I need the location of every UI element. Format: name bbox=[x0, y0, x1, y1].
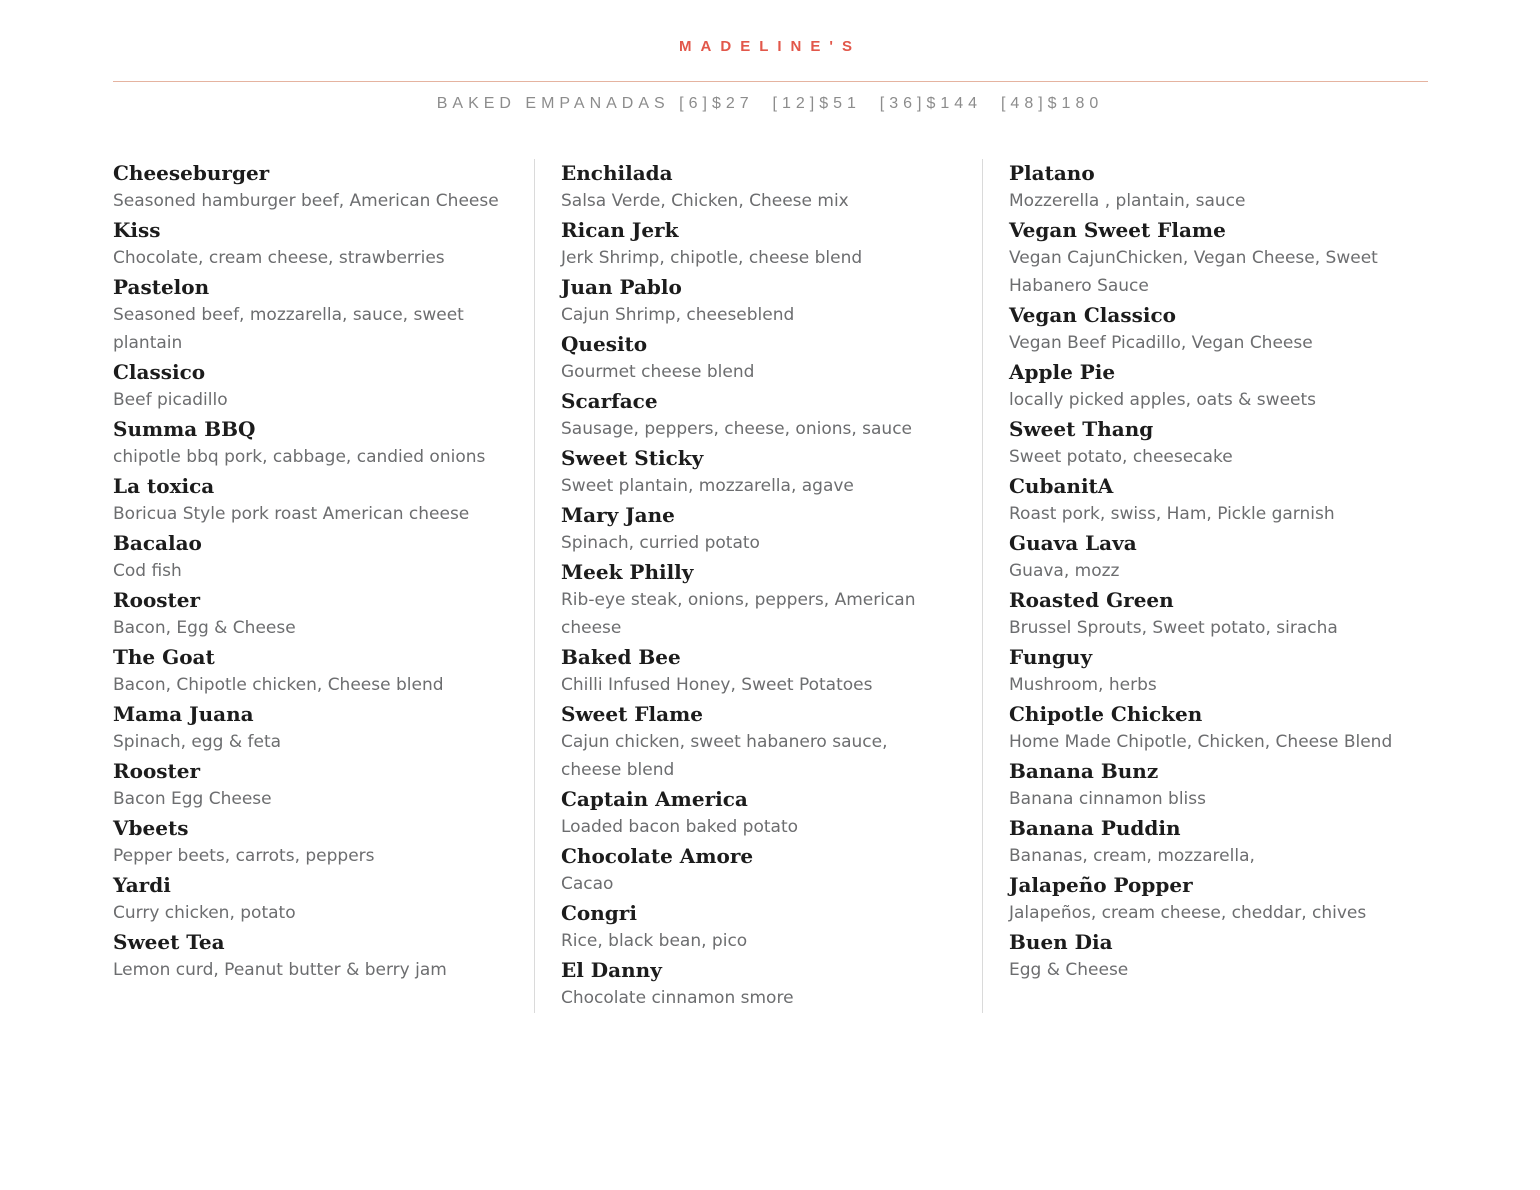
item-name: El Danny bbox=[561, 958, 662, 982]
menu-item bbox=[113, 159, 504, 215]
menu-item bbox=[1009, 928, 1400, 984]
menu-column bbox=[982, 159, 1430, 1013]
menu-item bbox=[113, 586, 504, 642]
item-desc: chipotle bbq pork, cabbage, candied onions bbox=[113, 447, 486, 467]
menu-item bbox=[561, 785, 952, 841]
item-desc: Sweet plantain, mozzarella, agave bbox=[561, 476, 854, 496]
menu-item bbox=[1009, 871, 1400, 927]
item-desc: Vegan Beef Picadillo, Vegan Cheese bbox=[1009, 333, 1313, 353]
item-name: Rooster bbox=[113, 759, 201, 783]
menu-item bbox=[561, 330, 952, 386]
item-desc: Jalapeños, cream cheese, cheddar, chives bbox=[1009, 903, 1367, 923]
item-desc: Chocolate, cream cheese, strawberries bbox=[113, 248, 445, 268]
restaurant-name: MADELINE'S bbox=[679, 38, 861, 55]
item-name: Buen Dia bbox=[1009, 930, 1113, 954]
menu-item bbox=[1009, 159, 1400, 215]
menu-item bbox=[1009, 301, 1400, 357]
item-name: Quesito bbox=[561, 332, 648, 356]
item-name: Mama Juana bbox=[113, 702, 254, 726]
menu-item bbox=[561, 273, 952, 329]
item-desc: Rib-eye steak, onions, peppers, American cheese bbox=[561, 590, 916, 638]
menu-item bbox=[113, 415, 504, 471]
item-name: Yardi bbox=[113, 873, 171, 897]
item-name: Sweet Flame bbox=[561, 702, 703, 726]
item-desc: Vegan CajunChicken, Vegan Cheese, Sweet Habanero Sauce bbox=[1009, 248, 1378, 296]
item-desc: Bananas, cream, mozzarella, bbox=[1009, 846, 1255, 866]
menu-item bbox=[561, 700, 952, 784]
item-desc: Cacao bbox=[561, 874, 614, 894]
menu-item bbox=[113, 472, 504, 528]
item-name: Roasted Green bbox=[1009, 588, 1174, 612]
menu-item bbox=[561, 216, 952, 272]
item-desc: Jerk Shrimp, chipotle, cheese blend bbox=[561, 248, 863, 268]
item-desc: Mushroom, herbs bbox=[1009, 675, 1157, 695]
menu-item bbox=[113, 273, 504, 357]
menu-item bbox=[113, 871, 504, 927]
item-desc: Roast pork, swiss, Ham, Pickle garnish bbox=[1009, 504, 1335, 524]
item-desc: Chocolate cinnamon smore bbox=[561, 988, 794, 1008]
item-desc: Home Made Chipotle, Chicken, Cheese Blend bbox=[1009, 732, 1393, 752]
item-desc: Cajun Shrimp, cheeseblend bbox=[561, 305, 795, 325]
item-desc: Cajun chicken, sweet habanero sauce, cheese blend bbox=[561, 732, 888, 780]
item-desc: Beef picadillo bbox=[113, 390, 228, 410]
menu-item bbox=[561, 956, 952, 1012]
item-desc: Mozzerella , plantain, sauce bbox=[1009, 191, 1246, 211]
menu-item bbox=[113, 814, 504, 870]
item-name: Enchilada bbox=[561, 161, 673, 185]
item-name: Banana Puddin bbox=[1009, 816, 1181, 840]
item-desc: Cod fish bbox=[113, 561, 182, 581]
item-desc: locally picked apples, oats & sweets bbox=[1009, 390, 1317, 410]
item-desc: Curry chicken, potato bbox=[113, 903, 296, 923]
item-desc: Bacon, Chipotle chicken, Cheese blend bbox=[113, 675, 444, 695]
item-desc: Seasoned beef, mozzarella, sauce, sweet plantain bbox=[113, 305, 464, 353]
item-name: The Goat bbox=[113, 645, 215, 669]
menu-item bbox=[1009, 814, 1400, 870]
item-name: Chipotle Chicken bbox=[1009, 702, 1203, 726]
menu-item bbox=[113, 643, 504, 699]
item-desc: Egg & Cheese bbox=[1009, 960, 1129, 980]
item-name: Congri bbox=[561, 901, 637, 925]
item-desc: Bacon, Egg & Cheese bbox=[113, 618, 296, 638]
menu-item bbox=[1009, 358, 1400, 414]
item-name: Vbeets bbox=[113, 816, 189, 840]
item-name: Sweet Tea bbox=[113, 930, 225, 954]
item-name: Chocolate Amore bbox=[561, 844, 754, 868]
item-name: Juan Pablo bbox=[561, 275, 682, 299]
item-desc: Guava, mozz bbox=[1009, 561, 1120, 581]
item-name: Classico bbox=[113, 360, 206, 384]
item-name: Sweet Thang bbox=[1009, 417, 1154, 441]
menu-item bbox=[561, 899, 952, 955]
item-name: Mary Jane bbox=[561, 503, 675, 527]
menu-columns bbox=[113, 159, 1430, 1013]
item-desc: Loaded bacon baked potato bbox=[561, 817, 799, 837]
menu-item bbox=[1009, 529, 1400, 585]
menu-item bbox=[561, 387, 952, 443]
item-name: Rooster bbox=[113, 588, 201, 612]
item-desc: Lemon curd, Peanut butter & berry jam bbox=[113, 960, 447, 980]
item-desc: Rice, black bean, pico bbox=[561, 931, 748, 951]
menu-item bbox=[561, 501, 952, 557]
menu-item bbox=[113, 216, 504, 272]
item-desc: Boricua Style pork roast American cheese bbox=[113, 504, 470, 524]
menu-item bbox=[561, 558, 952, 642]
item-desc: Pepper beets, carrots, peppers bbox=[113, 846, 375, 866]
item-name: Kiss bbox=[113, 218, 161, 242]
item-name: Pastelon bbox=[113, 275, 210, 299]
menu-item bbox=[561, 159, 952, 215]
item-desc: Sweet potato, cheesecake bbox=[1009, 447, 1233, 467]
item-desc: Brussel Sprouts, Sweet potato, siracha bbox=[1009, 618, 1338, 638]
item-name: Vegan Sweet Flame bbox=[1009, 218, 1226, 242]
menu-item bbox=[113, 757, 504, 813]
item-name: Apple Pie bbox=[1009, 360, 1116, 384]
item-name: Baked Bee bbox=[561, 645, 681, 669]
header-divider bbox=[113, 81, 1428, 82]
item-name: Platano bbox=[1009, 161, 1095, 185]
item-name: Cheeseburger bbox=[113, 161, 270, 185]
menu-item bbox=[561, 842, 952, 898]
item-desc: Banana cinnamon bliss bbox=[1009, 789, 1206, 809]
item-name: Vegan Classico bbox=[1009, 303, 1176, 327]
menu-item bbox=[113, 358, 504, 414]
item-name: Bacalao bbox=[113, 531, 202, 555]
item-desc: Chilli Infused Honey, Sweet Potatoes bbox=[561, 675, 873, 695]
item-desc: Gourmet cheese blend bbox=[561, 362, 755, 382]
menu-item bbox=[113, 928, 504, 984]
item-name: Meek Philly bbox=[561, 560, 694, 584]
menu-section-title: BAKED EMPANADAS [6]$27 [12]$51 [36]$144 [48]$180 bbox=[436, 95, 1104, 112]
item-name: CubanitA bbox=[1009, 474, 1114, 498]
item-name: Funguy bbox=[1009, 645, 1093, 669]
item-desc: Salsa Verde, Chicken, Cheese mix bbox=[561, 191, 849, 211]
item-name: Scarface bbox=[561, 389, 658, 413]
menu-item bbox=[113, 700, 504, 756]
item-name: Rican Jerk bbox=[561, 218, 679, 242]
menu-item bbox=[1009, 700, 1400, 756]
item-desc: Seasoned hamburger beef, American Cheese bbox=[113, 191, 499, 211]
menu-item bbox=[561, 643, 952, 699]
item-name: Sweet Sticky bbox=[561, 446, 704, 470]
item-desc: Spinach, curried potato bbox=[561, 533, 760, 553]
item-name: Banana Bunz bbox=[1009, 759, 1159, 783]
menu-item bbox=[113, 529, 504, 585]
item-name: La toxica bbox=[113, 474, 215, 498]
menu-item bbox=[1009, 415, 1400, 471]
menu-item bbox=[1009, 643, 1400, 699]
item-name: Jalapeño Popper bbox=[1009, 873, 1193, 897]
menu-item bbox=[1009, 757, 1400, 813]
item-name: Summa BBQ bbox=[113, 417, 256, 441]
menu-item bbox=[1009, 586, 1400, 642]
menu-item bbox=[561, 444, 952, 500]
menu-item bbox=[1009, 216, 1400, 300]
item-desc: Spinach, egg & feta bbox=[113, 732, 282, 752]
item-desc: Bacon Egg Cheese bbox=[113, 789, 272, 809]
item-name: Guava Lava bbox=[1009, 531, 1137, 555]
item-desc: Sausage, peppers, cheese, onions, sauce bbox=[561, 419, 913, 439]
menu-column bbox=[534, 159, 982, 1013]
item-name: Captain America bbox=[561, 787, 748, 811]
menu-column bbox=[113, 159, 534, 1013]
menu-item bbox=[1009, 472, 1400, 528]
